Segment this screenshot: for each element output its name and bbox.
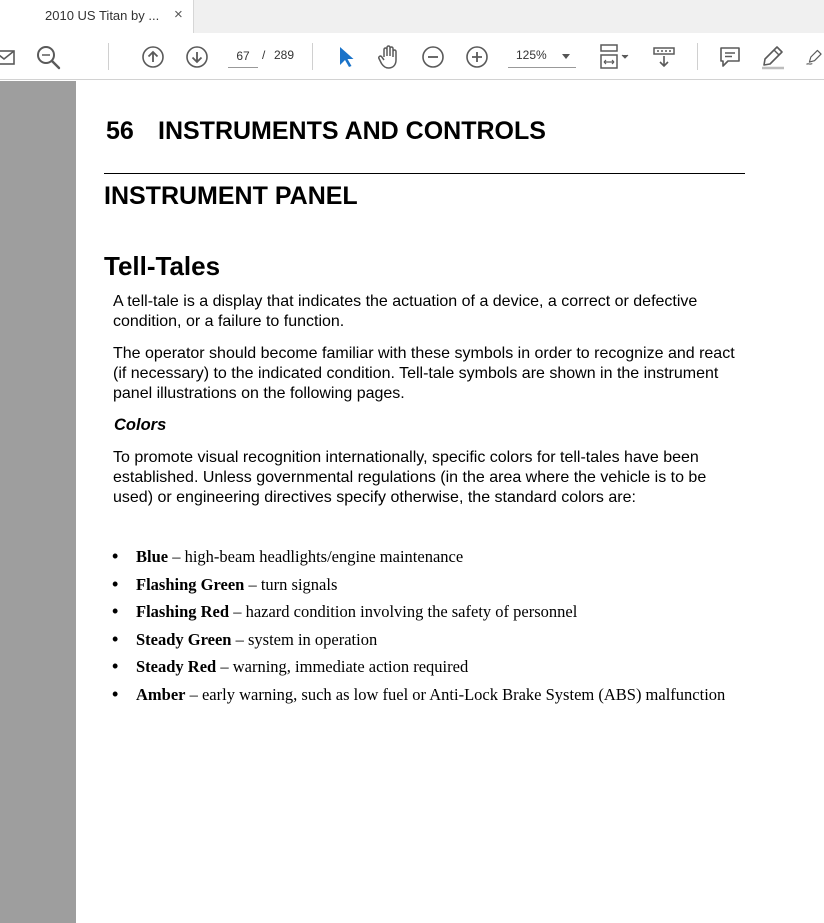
color-term: Steady Red — [136, 657, 217, 676]
color-description: – system in operation — [231, 629, 378, 649]
bullet-icon: • — [112, 601, 119, 621]
scrolling-mode-icon[interactable] — [650, 33, 678, 80]
pdf-page — [76, 81, 824, 923]
color-term: Amber — [136, 684, 186, 704]
tab-title: 2010 US Titan by ... — [45, 8, 160, 23]
color-description: – high-beam headlights/engine maintenance — [168, 547, 464, 566]
zoom-out-icon[interactable] — [420, 33, 446, 80]
paragraph-2: The operator should become familiar with these symbols in order to recognize and react (if necessary) to the indicated condition. Tell-tale symbols are shown in the instrument panel illustrations on the following pages. — [113, 345, 735, 402]
paragraph-3: To promote visual recognition internationally, specific colors for tell-tales have been established. Unless governmental regulations (in the area where the vehicle is to be used) or engineering directives specify otherwise, the standard colors are: — [113, 449, 707, 506]
sign-icon[interactable] — [805, 33, 824, 80]
tab-bar — [0, 0, 824, 33]
fit-page-icon[interactable] — [596, 33, 632, 80]
page-number: 56 — [106, 117, 134, 145]
list-item — [112, 685, 732, 705]
color-description: – hazard condition involving the safety of personnel — [229, 602, 578, 621]
search-icon[interactable] — [34, 33, 62, 80]
zoom-select[interactable] — [508, 46, 576, 68]
hand-tool-icon[interactable] — [375, 33, 403, 80]
previous-page-icon[interactable] — [140, 33, 166, 80]
color-description: – turn signals — [244, 574, 338, 594]
mail-icon[interactable] — [0, 33, 16, 80]
subsection-title: Tell-Tales — [104, 251, 221, 281]
comment-icon[interactable] — [717, 33, 743, 80]
next-page-icon[interactable] — [184, 33, 210, 80]
list-item — [112, 602, 732, 622]
header-rule — [104, 173, 745, 174]
chevron-down-icon — [562, 54, 570, 59]
zoom-in-icon[interactable] — [464, 33, 490, 80]
select-cursor-icon[interactable] — [334, 33, 358, 80]
document-tab[interactable] — [0, 0, 194, 33]
viewer-background — [0, 81, 76, 923]
colors-heading: Colors — [114, 416, 167, 434]
color-term: Flashing Red — [136, 602, 230, 621]
list-item — [112, 630, 732, 650]
chapter-title: INSTRUMENTS AND CONTROLS — [158, 117, 546, 145]
zoom-value: 125% — [516, 48, 547, 62]
list-item — [112, 547, 732, 567]
color-list — [112, 547, 732, 712]
close-tab-icon[interactable]: × — [174, 6, 183, 23]
total-pages: 289 — [274, 48, 295, 62]
color-description: – warning, immediate action required — [216, 657, 469, 676]
color-term: Flashing Green — [136, 574, 245, 594]
bullet-icon: • — [112, 683, 119, 704]
page-separator: / — [262, 48, 266, 62]
page-number-input[interactable]: 67 — [228, 46, 258, 68]
section-title: INSTRUMENT PANEL — [104, 182, 358, 210]
list-item — [112, 657, 732, 677]
color-term: Blue — [136, 547, 169, 566]
toolbar — [0, 33, 824, 80]
bullet-icon: • — [112, 628, 119, 649]
highlight-icon[interactable] — [759, 33, 787, 80]
bullet-icon: • — [112, 656, 119, 676]
bullet-icon: • — [112, 573, 119, 594]
paragraph-1: A tell-tale is a display that indicates the actuation of a device, a correct or defective condition, or a failure to function. — [113, 293, 698, 330]
bullet-icon: • — [112, 546, 119, 566]
color-description: – early warning, such as low fuel or Anti-Lock Brake System (ABS) malfunction — [185, 684, 726, 704]
list-item — [112, 575, 732, 595]
color-term: Steady Green — [136, 629, 232, 649]
